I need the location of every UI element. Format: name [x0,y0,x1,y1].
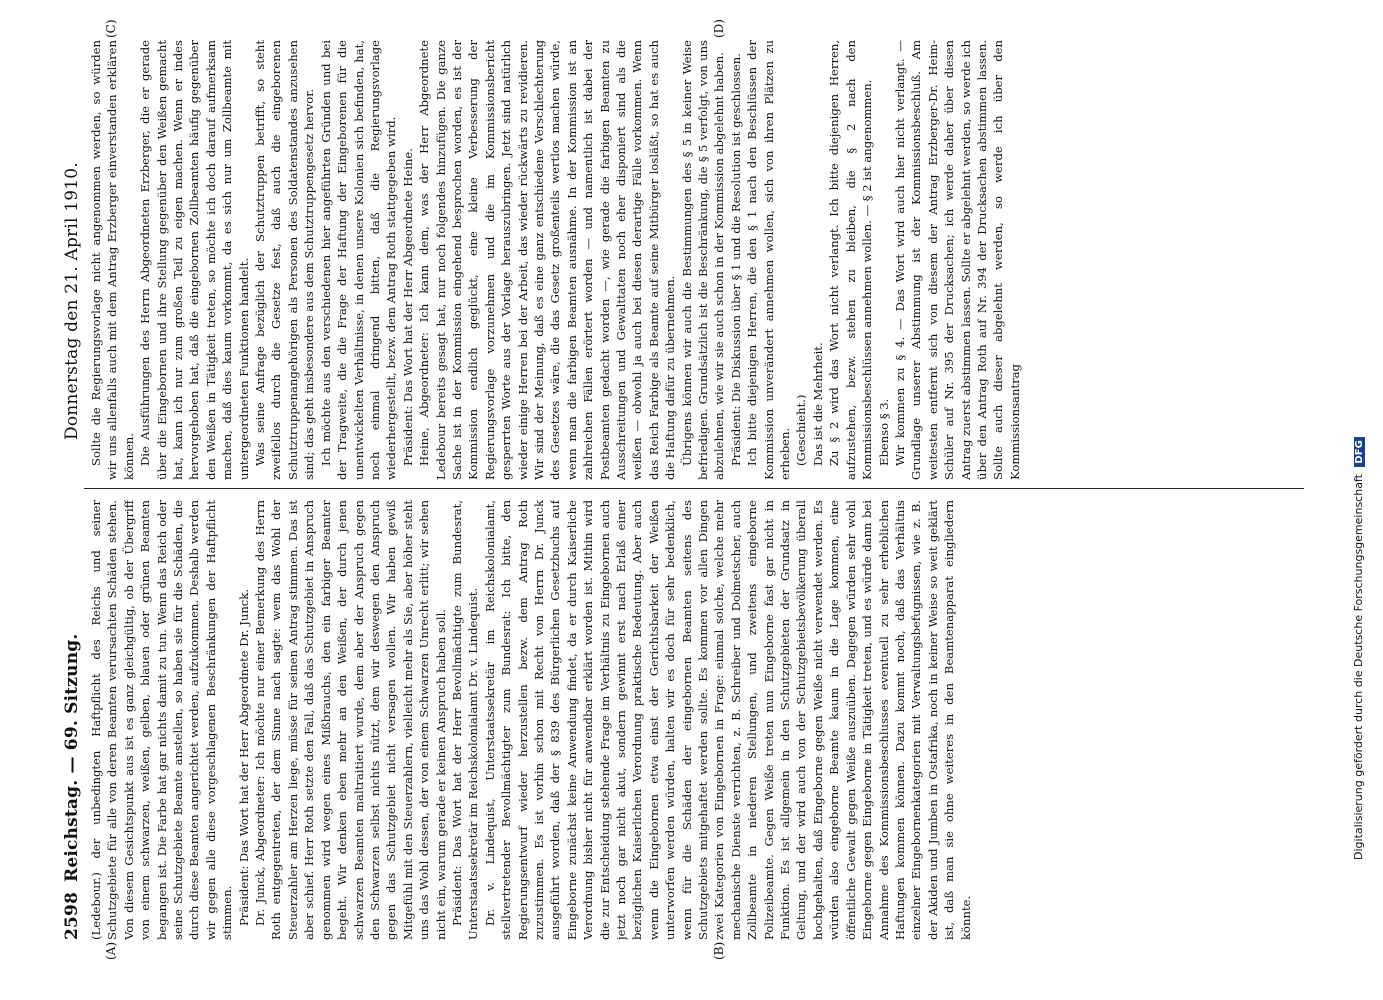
paragraph: Präsident: Das Wort hat der Herr Bevollmächtigte zum Bundesrat, Unterstaatssekretär im Reichskolonialamt Dr. v. Lindequist. [449,500,481,940]
paragraph: Wir kommen zu § 4. — Das Wort wird auch hier nicht verlangt. — Grundlage unserer Abstimmung ist der Kommissionsbeschluß. Am weitesten entfernt sich von diesem der Antrag Erzberger-Dr. Heim-Schüler auf Nr. 395 der Drucksachen; ich werde daher über diesen Antrag zuerst abstimmen lassen. Sollte er abgelehnt werden, so werde ich über den Antrag Roth auf Nr. 394 der Drucksachen abstimmen lassen. Sollte auch dieser abgelehnt werden, so werde ich über den Kommissionsantrag [892,40,1022,480]
margin-marker-d: (D) [712,19,726,38]
paragraph: Übrigens können wir auch die Bestimmungen des § 5 in keiner Weise befriedigen. Grundsätzlich ist die Beschränkung, die § 5 verfolgt, von uns abzulehnen, wie wir sie auch schon in der Kommission abgelehnt haben. [679,40,727,480]
paragraph: Dr. Junck, Abgeordneter: Ich möchte nur einer Bemerkung des Herrn Roth entgegentreten, der dem Sinne nach sagte: wem das Wohl der Steuerzahler am Herzen liege, müsse für seinen Antrag stimmen. Das ist aber schief. Herr Roth setzte den Fall, daß das Schutzgebiet in Anspruch genommen wird wegen eines Mißbrauchs, den ein farbiger Beamter begeht. Wir denken eben mehr an den Weißen, der durch jenen schwarzen Beamten maltraitiert wurde, dem aber der Anspruch gegen den Schwarzen selbst nichts nützt, dem wir deswegen den Anspruch gegen das Schutzgebiet nicht versagen wollen. Wir haben gewiß Mitgefühl mit den Steuerzahlern, vielleicht mehr als Sie, aber höher steht uns das Wohl dessen, der von einem Schwarzen Unrecht erlitt; wir sehen nicht ein, warum gerade er keinen Anspruch haben soll. [253,500,448,940]
left-column [88,500,1313,940]
margin-marker-c: (C) [104,19,118,38]
paragraph: Heine, Abgeordneter: Ich kann dem, was der Herr Abgeordnete Ledebour bereits gesagt hat, nur noch folgendes hinzufügen. Die ganze Sache ist in der Kommission eingehend besprochen worden, es ist der Kommission endlich geglückt, eine kleine Verbesserung der Regierungsvorlage vorzunehmen und die im Kommissionsbericht gesperrten Worte aus der Vorlage herauszubringen. Jetzt sind natürlich wieder einige Herren bei der Arbeit, das wieder rückwärts zu revidieren. Wir sind der Meinung, daß es eine ganz entschiedene Verschlechterung des Gesetzes wäre, die das Gesetz großenteils wertlos machen würde, wenn man die farbigen Beamten ausnähme. In der Kommission ist an zahlreichen Fällen erörtert worden — und namentlich ist dabei der Postbeamten gedacht worden —, wie gerade die farbigen Beamten zu Ausschreitungen und Gewalttaten noch eher disponiert sind als die weißen — obwohl ja auch bei diesen derartige Fälle vorkommen. Wenn das Reich Farbige als Beamte auf seine Mitbürger losläßt, so hat es auch die Haftung dafür zu übernehmen. [417,40,678,480]
paragraph: Ich bitte diejenigen Herren, die den § 1 nach den Beschlüssen der Kommission unverändert annehmen wollen, sich von ihren Plätzen zu erheben. [745,40,793,480]
right-column [88,40,1313,480]
paragraph: Zu § 2 wird das Wort nicht verlangt. Ich bitte diejenigen Herren, aufzustehen, bezw. stehen zu bleiben, die § 2 nach den Kommissionsbeschlüssen annehmen wollen. — § 2 ist angenommen. [827,40,875,480]
column-divider [84,488,1304,489]
dfg-badge: DFG [1354,437,1365,466]
paragraph: Ich möchte aus den verschiedenen hier angeführten Gründen und bei der Tragweite, die die Frage der Haftung der Eingeborenen für die unentwickelten Verhältnisse, in denen unsere Kolonien sich befinden, hat, noch einmal dringend bitten, daß die Regierungsvorlage wiederhergestellt, bezw. dem Antrag Roth stattgegeben wird. [318,40,399,480]
paragraph: Die Ausführungen des Herrn Abgeordneten Erzberger, die er gerade über die Eingebornen und ihre Stellung gegenüber den Weißen gemacht hat, kann ich nur zum großen Teil zu eigen machen. Wenn er indes hervorgehoben hat, daß die eingebornen Zollbeamten häufig gegenüber den Weißen in Tätigkeit treten, so möchte ich doch darauf aufmerksam machen, daß dies kaum vorkommt, da es sich nur um Zollbeamte mit untergeordneten Funktionen handelt. [138,40,251,480]
paragraph: Dr. v. Lindequist, Unterstaatssekretär im Reichskolonialamt, stellvertretender Bevollmächtigter zum Bundesrat: Ich bitte, den Regierungsentwurf wieder herzustellen bezw. dem Antrag Roth zuzustimmen. Es ist vorhin schon mit Recht von Herrn Dr. Junck ausgeführt worden, daß der § 839 des Bürgerlichen Gesetzbuchs auf Eingeborne zunächst keine Anwendung findet, da er durch Kaiserliche Verordnung bisher nicht für anwendbar erklärt worden ist. Mithin wird die zur Entscheidung stehende Frage im Verhältnis zu Eingebornen auch jetzt noch gar nicht akut, sondern gewinnt erst nach Erlaß einer bezüglichen Kaiserlichen Verordnung praktische Bedeutung. Aber auch wenn die Eingebornen etwa einst der Gerichtsbarkeit der Weißen unterworfen werden würden, halten wir es doch für sehr bedenklich, wenn für die Schäden der eingebornen Beamten seitens des Schutzgebiets mitgehaftet werden sollte. Es kommen vor allen Dingen zwei Kategorien von Eingebornen in Frage: einmal solche, welche mehr mechanische Dienste verrichten, z. B. Schreiber und Dolmetscher, auch Zollbeamte in niederen Stellungen, und zweitens eingeborne Polizeibeamte. Gegen Weiße treten nun Eingeborne fast gar nicht in Funktion. Es ist allgemein in den Schutzgebieten der Grundsatz in Geltung, und der wird auch von der Schutzgebietsbevölkerung überall hochgehalten, daß Eingeborne gegen Weiße nicht verwendet werden. Es würden also eingeborne Beamte kaum in die Lage kommen, eine öffentliche Gewalt gegen Weiße auszuüben. Dagegen würden sehr wohl Eingeborne gegen Eingeborne in Tätigkeit treten, und es würde dann bei Annahme des Kommissionsbeschlusses eventuell zu sehr erheblichen Haftungen kommen können. Dazu kommt noch, daß das Verhältnis einzelner Eingebornenkategorien mit Verwaltungsbefugnissen, wie z. B. der Akiden und Jumben in Ostafrika, noch in keiner Weise so weit geklärt ist, daß man sie ohne weiteres in den Beamtenapparat eingliedern könnte. [482,500,973,940]
paragraph: Ebenso § 3. [876,398,891,466]
paragraph: Sollte die Regierungsvorlage nicht angenommen werden, so würden wir uns allenfalls auch mit dem Antrag Erzberger einverstanden erklären können. [89,40,136,480]
running-title: Reichstag. — 69. Sitzung. [62,633,82,882]
paragraph: (Geschieht.) [794,394,809,466]
paragraph: Präsident: Die Diskussion über § 1 und die Resolution ist geschlossen. [728,53,743,466]
digitization-credit [1352,0,1365,860]
paragraph: Das ist die Mehrheit. [810,342,825,466]
margin-marker-b: (B) [712,941,726,960]
credit-text: Digitalisierung gefördert durch die Deutsche Forschungsgemeinschaft [1352,474,1365,860]
paragraph: (Ledebour.) der unbedingten Haftpflicht des Reichs und seiner Schutzgebiete für alle von deren Beamten verursachten Schäden stehen. Von diesem Gesichtspunkt aus ist es ganz gleichgültig, ob der Übergriff von einem schwarzen, weißen, gelben, blauen oder grünen Beamten begangen ist. Die Farbe hat gar nichts damit zu tun. Wenn das Reich oder seine Schutzgebiete Beamte anstellen, so haben sie für die Schäden, die durch diese Beamten angerichtet werden, aufzukommen. Deshalb werden wir gegen alle diese vorgeschlagenen Beschränkungen der Haftpflicht stimmen. [89,500,235,940]
running-date: Donnerstag den 21. April 1910. [62,162,82,440]
paragraph: Präsident: Das Wort hat der Herr Abgeordnete Dr. Junck. [236,589,251,926]
paragraph: Präsident: Das Wort hat der Herr Abgeordnete Heine. [400,148,415,466]
paragraph: Was seine Anfrage bezüglich der Schutztruppen betrifft, so steht zweifellos durch die Gesetze fest, daß auch die eingeborenen Schutztruppenangehörigen als Personen des Soldatenstandes anzusehen sind; das geht insbesondere aus dem Schutztruppengesetz hervor. [253,40,317,480]
margin-marker-a: (A) [104,941,118,960]
page-number: 2598 [62,891,82,940]
